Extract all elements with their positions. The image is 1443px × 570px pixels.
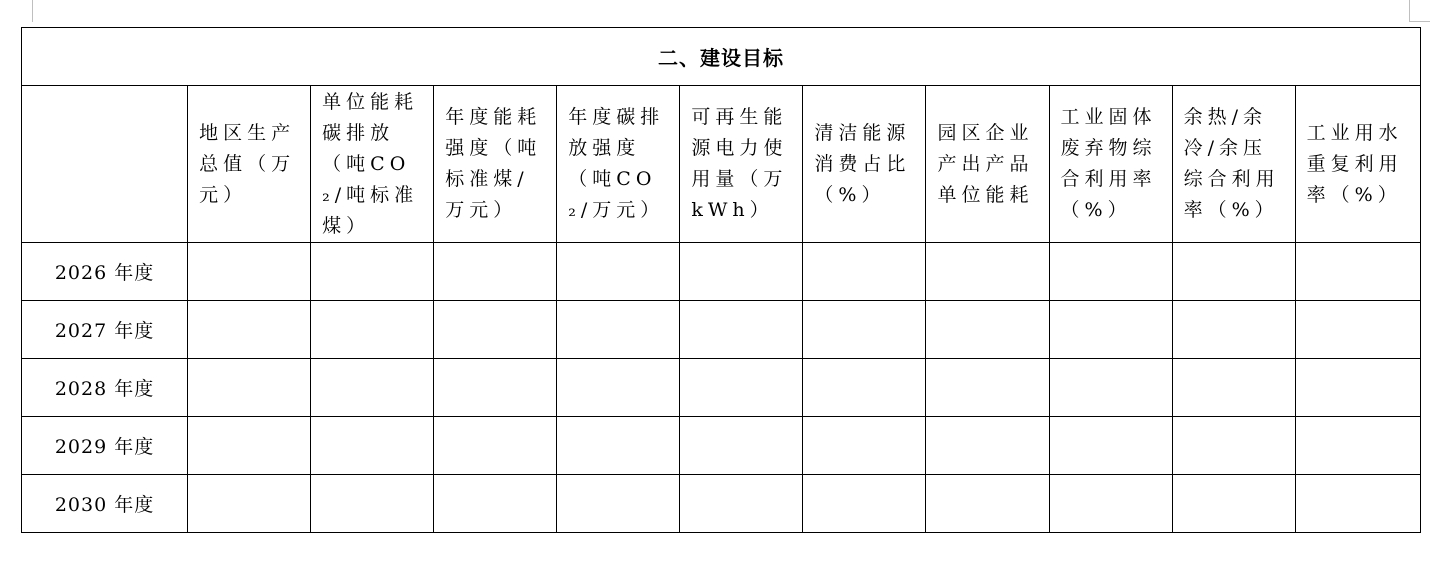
data-cell-unit_energy_carbon[interactable]: [311, 475, 434, 533]
data-cell-solid_waste_util[interactable]: [1049, 301, 1172, 359]
data-cell-clean_energy_share[interactable]: [803, 359, 926, 417]
header-cell-product-unit-energy: [926, 86, 1049, 243]
data-cell-renewable_power[interactable]: [680, 243, 803, 301]
table-row: [22, 417, 1421, 475]
data-cell-clean_energy_share[interactable]: [803, 301, 926, 359]
corner-mark-left: [32, 0, 33, 22]
header-label: 单位能耗碳排放（吨CO₂/吨标准煤）: [322, 90, 419, 237]
data-cell-unit_energy_carbon[interactable]: [311, 243, 434, 301]
table-row: [22, 243, 1421, 301]
header-cell-renewable-power: [680, 86, 803, 243]
header-cell-energy-intensity: [434, 86, 557, 243]
data-cell-renewable_power[interactable]: [680, 475, 803, 533]
header-label: 余热/余冷/余压综合利用率（%）: [1183, 106, 1280, 221]
header-label: 年度能耗强度（吨标准煤/万元）: [445, 106, 542, 221]
data-cell-carbon_intensity[interactable]: [557, 243, 680, 301]
data-cell-water_reuse[interactable]: [1295, 475, 1420, 533]
data-cell-gdp[interactable]: [188, 475, 311, 533]
data-cell-carbon_intensity[interactable]: [557, 475, 680, 533]
data-cell-energy_intensity[interactable]: [434, 301, 557, 359]
data-cell-product_unit_energy[interactable]: [926, 475, 1049, 533]
data-cell-energy_intensity[interactable]: [434, 243, 557, 301]
row-year-label: 2027 年度: [22, 301, 188, 359]
data-cell-waste_heat_util[interactable]: [1172, 243, 1295, 301]
table-row: [22, 475, 1421, 533]
data-cell-gdp[interactable]: [188, 301, 311, 359]
header-cell-solid-waste-util: [1049, 86, 1172, 243]
data-cell-energy_intensity[interactable]: [434, 475, 557, 533]
row-year-label: 2029 年度: [22, 417, 188, 475]
header-cell-waste-heat-util: [1172, 86, 1295, 243]
data-cell-product_unit_energy[interactable]: [926, 417, 1049, 475]
data-cell-water_reuse[interactable]: [1295, 417, 1420, 475]
header-label: 可再生能源电力使用量（万kWh）: [691, 106, 788, 221]
data-rows: [22, 243, 1421, 533]
data-cell-waste_heat_util[interactable]: [1172, 359, 1295, 417]
data-cell-solid_waste_util[interactable]: [1049, 359, 1172, 417]
data-cell-carbon_intensity[interactable]: [557, 359, 680, 417]
header-cell-gdp: [188, 86, 311, 243]
data-cell-gdp[interactable]: [188, 417, 311, 475]
row-year-label: 2026 年度: [22, 243, 188, 301]
data-cell-carbon_intensity[interactable]: [557, 301, 680, 359]
data-cell-renewable_power[interactable]: [680, 359, 803, 417]
table-row: [22, 301, 1421, 359]
row-year-label: 2028 年度: [22, 359, 188, 417]
data-cell-unit_energy_carbon[interactable]: [311, 359, 434, 417]
header-cell-water-reuse: [1295, 86, 1420, 243]
data-cell-product_unit_energy[interactable]: [926, 243, 1049, 301]
header-row: [22, 86, 1421, 243]
corner-mark-right: [1409, 0, 1410, 22]
data-cell-product_unit_energy[interactable]: [926, 359, 1049, 417]
data-cell-water_reuse[interactable]: [1295, 243, 1420, 301]
header-cell-clean-energy-share: [803, 86, 926, 243]
row-year-label: 2030 年度: [22, 475, 188, 533]
table-title: 二、建设目标: [22, 28, 1421, 86]
title-row: [22, 28, 1421, 86]
construction-goals-table: [21, 27, 1421, 533]
data-cell-water_reuse[interactable]: [1295, 359, 1420, 417]
data-cell-solid_waste_util[interactable]: [1049, 243, 1172, 301]
data-cell-renewable_power[interactable]: [680, 301, 803, 359]
table-row: [22, 359, 1421, 417]
data-cell-clean_energy_share[interactable]: [803, 475, 926, 533]
data-cell-energy_intensity[interactable]: [434, 417, 557, 475]
corner-mark-right-horizontal: [1410, 21, 1430, 22]
header-cell-unit-energy-carbon: [311, 86, 434, 243]
data-cell-clean_energy_share[interactable]: [803, 243, 926, 301]
data-cell-gdp[interactable]: [188, 243, 311, 301]
data-cell-waste_heat_util[interactable]: [1172, 417, 1295, 475]
data-cell-unit_energy_carbon[interactable]: [311, 417, 434, 475]
data-cell-renewable_power[interactable]: [680, 417, 803, 475]
data-cell-water_reuse[interactable]: [1295, 301, 1420, 359]
data-cell-waste_heat_util[interactable]: [1172, 475, 1295, 533]
data-cell-solid_waste_util[interactable]: [1049, 475, 1172, 533]
data-cell-product_unit_energy[interactable]: [926, 301, 1049, 359]
data-cell-clean_energy_share[interactable]: [803, 417, 926, 475]
header-label: 园区企业产出产品单位能耗: [937, 121, 1034, 206]
data-cell-energy_intensity[interactable]: [434, 359, 557, 417]
data-cell-solid_waste_util[interactable]: [1049, 417, 1172, 475]
data-cell-gdp[interactable]: [188, 359, 311, 417]
data-cell-waste_heat_util[interactable]: [1172, 301, 1295, 359]
header-label: 年度碳排放强度（吨CO₂/万元）: [568, 106, 665, 221]
data-cell-unit_energy_carbon[interactable]: [311, 301, 434, 359]
header-cell-year: [22, 86, 188, 243]
header-label: 地区生产总值（万元）: [199, 121, 296, 206]
header-label: 清洁能源消费占比（%）: [814, 121, 911, 206]
data-cell-carbon_intensity[interactable]: [557, 417, 680, 475]
header-label: 工业固体废弃物综合利用率（%）: [1060, 106, 1157, 221]
header-cell-carbon-intensity: [557, 86, 680, 243]
header-label: 工业用水重复利用率（%）: [1306, 121, 1403, 206]
